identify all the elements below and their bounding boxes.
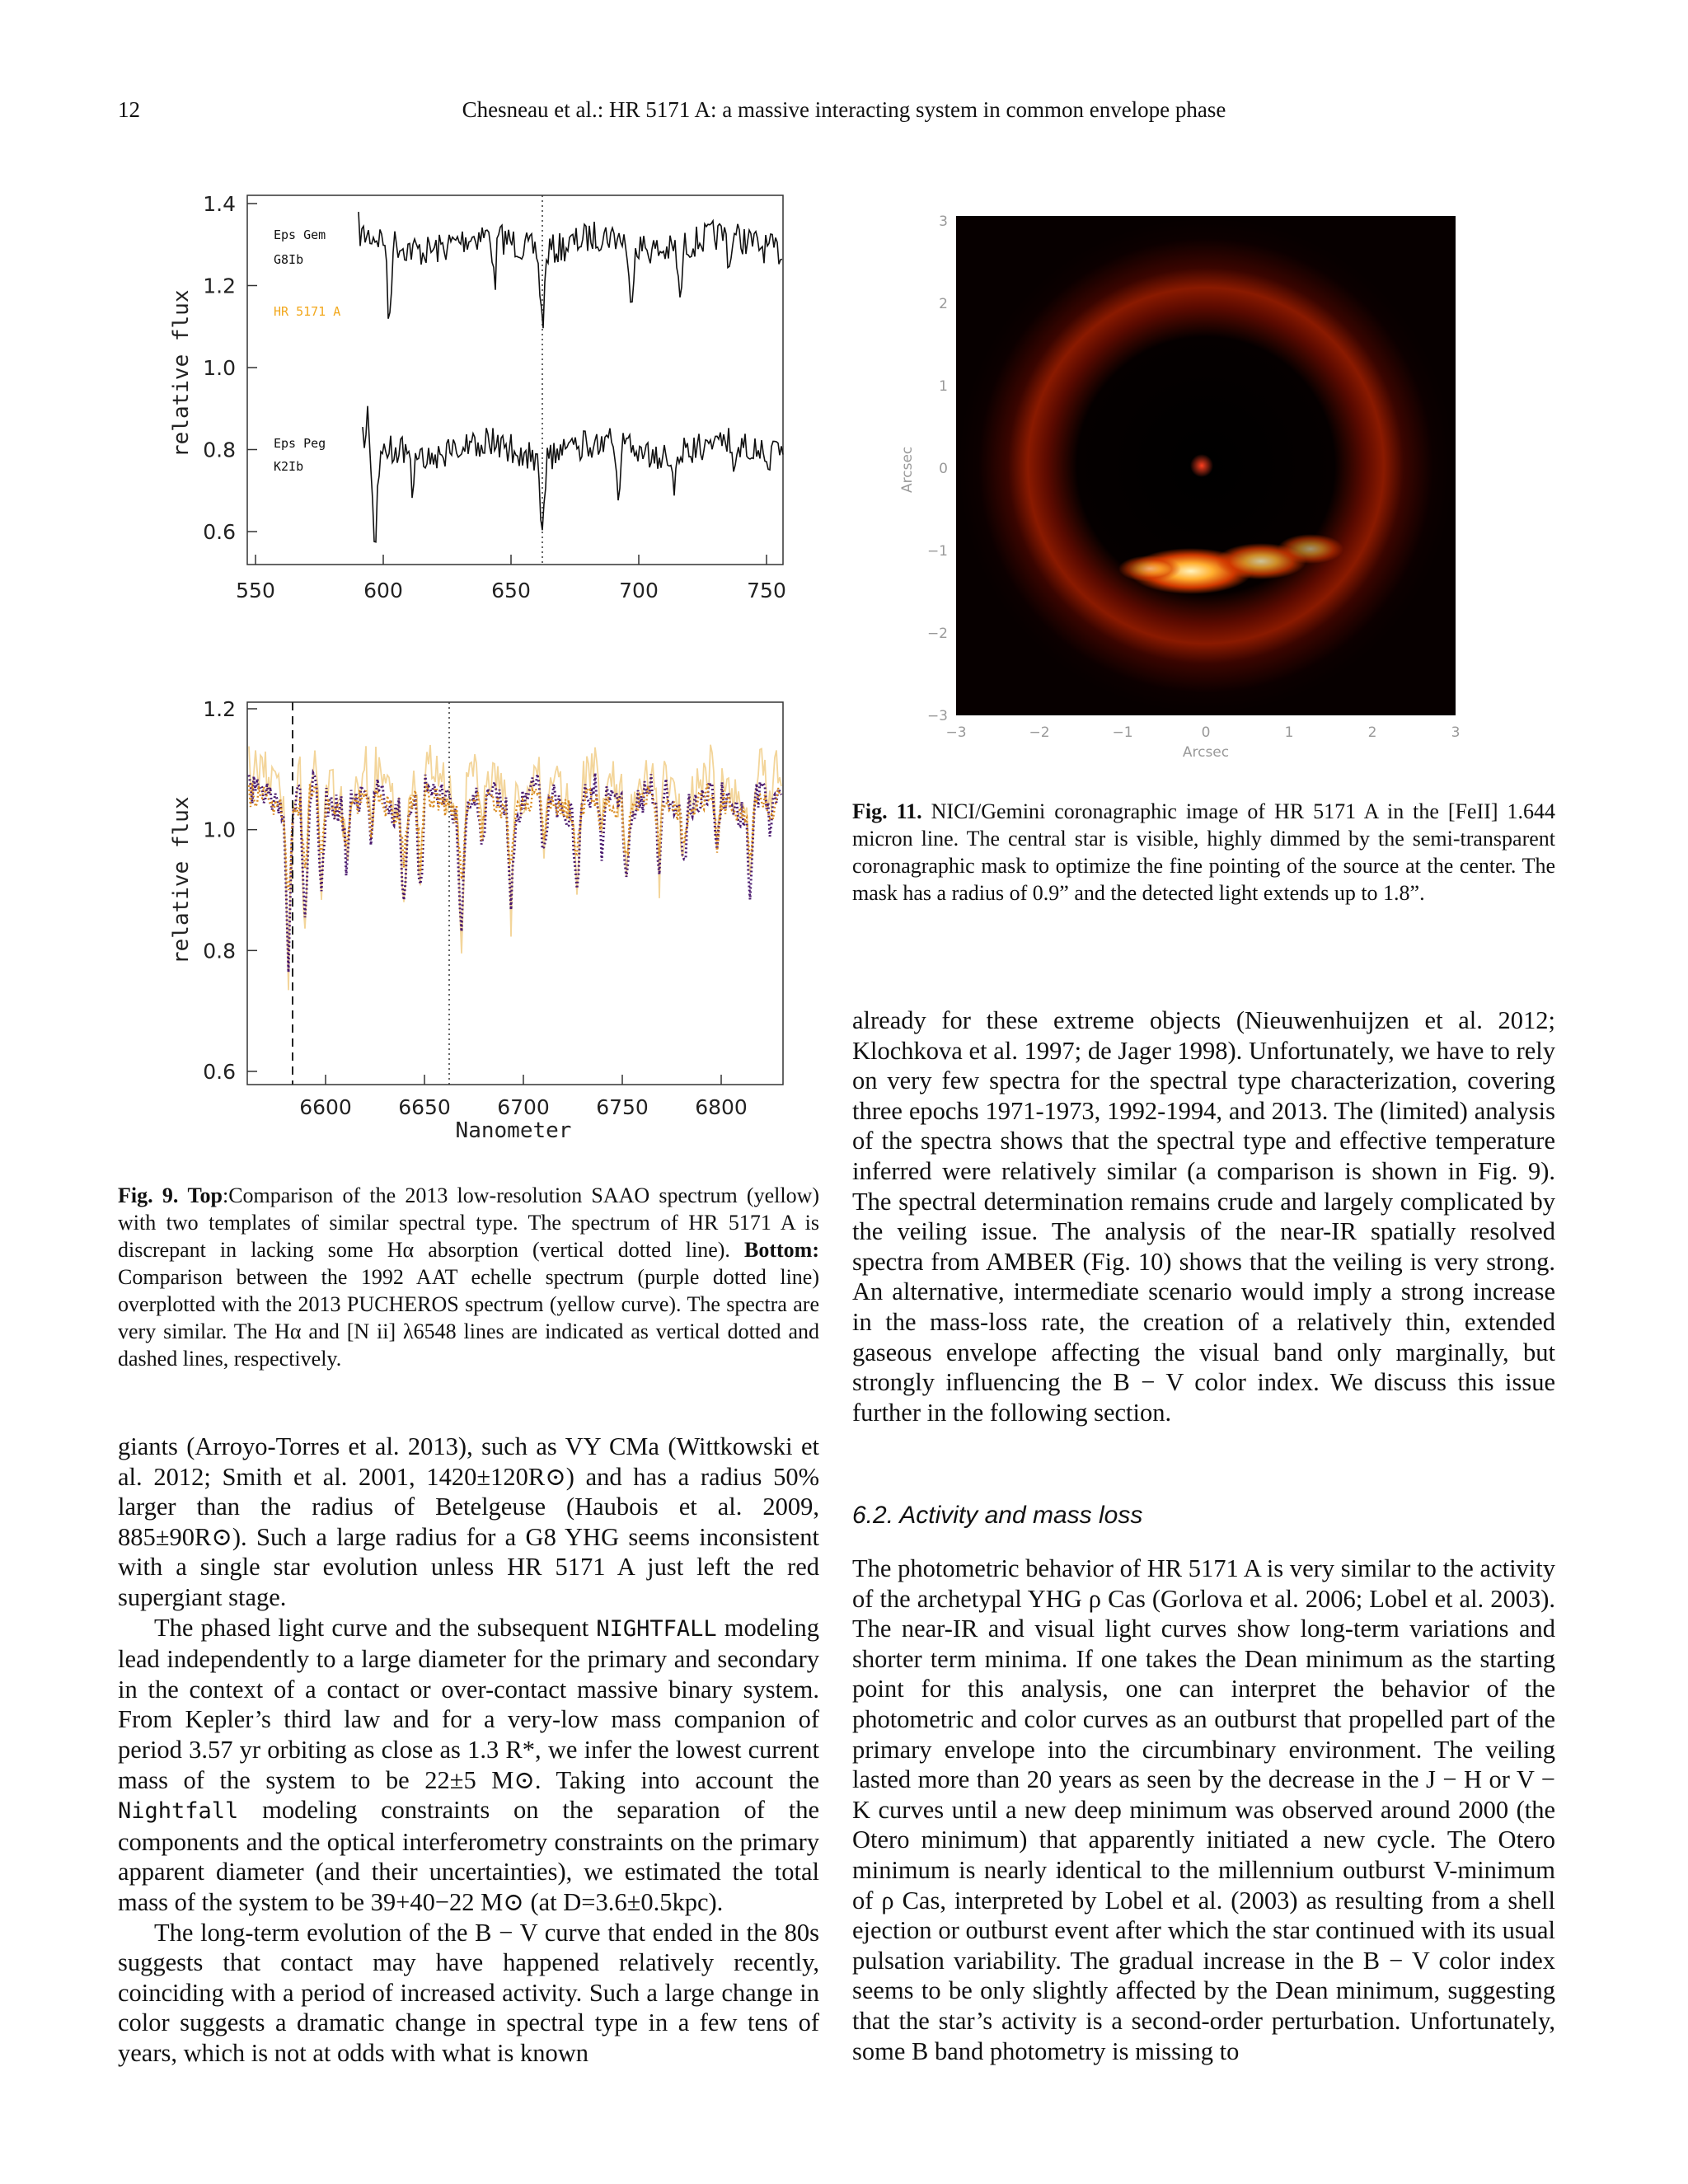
- x-tick-label: 600: [363, 579, 403, 602]
- x-tick-label: 2: [1367, 724, 1377, 741]
- x-tick-label: −2: [1029, 724, 1050, 741]
- y-tick-label: −1: [926, 543, 948, 560]
- text-run: modeling constraints on the separation of the components and the optical interferometry constraints on the primary apparent diameter (and their uncertainties), we estimated the total mass of the system to be 39+40−22 M⊙ (at D=3.6±0.5kpc).: [118, 1796, 819, 1916]
- central-star: [1190, 454, 1213, 477]
- y-tick-label: 1.2: [203, 697, 236, 721]
- x-tick-label: −1: [1112, 724, 1133, 741]
- eps-peg-spectrum: [363, 406, 783, 542]
- text-run: modeling lead independently to a large diameter for the primary and secondary in the context of a contact or over-contact massive binary system. From Kepler’s third law and for a very-low mass companion of period 3.57 yr orbiting as close as 1.3 R*, we infer the lowest current mass of the system to be 22±5 M⊙. Taking into account the: [118, 1613, 819, 1794]
- x-axis-label: Arcsec: [1182, 744, 1230, 761]
- y-tick-label: 1.0: [203, 356, 236, 380]
- figure-9-caption: [118, 1182, 819, 1372]
- paragraph: The photometric behavior of HR 5171 A is very similar to the activity of the archetypal YHG ρ Cas (Gorlova et al. 2006; Lobel et al. 2003). The near-IR and visual light curves show long-term variations and shorter term minima. If one takes the Dean minimum as the starting point for this analysis, one can interpret the behavior of the photometric and color curves as an outburst that propelled part of the primary envelope into the circumbinary environment. The veiling lasted more than 20 years as seen by the decrease in the J − H or V − K curves until a new deep minimum was observed around 2000 (the Otero minimum) that apparently initiated a new cycle. The Otero minimum is nearly identical to the millennium outburst V-minimum of ρ Cas, interpreted by Lobel et al. (2003) as resulting from a shell ejection or outburst event after which the star continued with its usual pulsation variability. The gradual increase in the B − V color index seems to be only slightly affected by the Dean minimum, suggesting that the star’s activity is a second-order perturbation. Unfortunately, some B band photometry is missing to: [852, 1554, 1555, 2065]
- y-tick-label: 1: [939, 378, 948, 395]
- x-tick-label: 6700: [497, 1095, 550, 1119]
- page-number: 12: [118, 97, 140, 122]
- x-tick-label: −3: [945, 724, 967, 741]
- x-tick-label: 0: [1201, 724, 1211, 741]
- paragraph: The long-term evolution of the B − V curve that ended in the 80s suggests that contact may have happened relatively recently, coinciding with a period of increased activity. Such a large change in color suggests a dramatic change in spectral type in a few tens of years, which is not at odds with what is known: [118, 1918, 819, 2067]
- y-tick-label: 3: [939, 213, 948, 230]
- label-k2ib: K2Ib: [274, 459, 304, 474]
- label-eps-peg: Eps Peg: [274, 436, 326, 451]
- running-title: Chesneau et al.: HR 5171 A: a massive interacting system in common envelope phase: [462, 97, 1226, 122]
- x-axis-label: Nanometer: [455, 1118, 572, 1143]
- x-tick-label: 650: [491, 579, 531, 602]
- caption-top-bold: Top: [187, 1183, 223, 1207]
- y-tick-label: 1.0: [203, 818, 236, 842]
- section-heading: 6.2. Activity and mass loss: [852, 1502, 1143, 1529]
- caption-bottom-bold: Bottom:: [744, 1238, 819, 1262]
- caption-text-1: :Comparison of the 2013 low-resolution SAAO spectrum (yellow) with two templates of similar spectral type. The spectrum of HR 5171 A is discrepant in lacking some Hα absorption (vertical dotted line).: [118, 1183, 820, 1262]
- figure-9-top-plot: [157, 185, 816, 614]
- x-tick-label: 750: [747, 579, 786, 602]
- paragraph: giants (Arroyo-Torres et al. 2013), such as VY CMa (Wittkowski et al. 2012; Smith et al. 2001, 1420±120R⊙) and has a radius 50% larger than the radius of Betelgeuse (Haubois et al. 2009, 885±90R⊙). Such a large radius for a G8 YHG seems inconsistent with a single star evolution unless HR 5171 A just left the red supergiant stage.: [118, 1432, 819, 1611]
- y-tick-label: 1.4: [203, 192, 236, 216]
- label-hr5171: HR 5171 A: [274, 304, 341, 319]
- y-tick-label: 0.6: [203, 520, 236, 544]
- y-tick-label: 0.6: [203, 1060, 236, 1084]
- right-column-top: [852, 1005, 1555, 1427]
- code-run: NIGHTFALL: [596, 1615, 717, 1642]
- x-tick-label: 6800: [695, 1095, 748, 1119]
- label-g8ib: G8Ib: [274, 252, 304, 267]
- pucheros-spectrum: [249, 745, 781, 991]
- y-tick-label: 0.8: [203, 438, 236, 462]
- y-axis-label: Arcsec: [899, 446, 916, 493]
- figure-9-bottom: [157, 692, 816, 1154]
- x-tick-label: 6600: [299, 1095, 352, 1119]
- figure-11-caption: [852, 798, 1555, 907]
- figure-11-image: [898, 213, 1475, 773]
- figure-9-top: [157, 185, 816, 614]
- x-tick-label: 6650: [398, 1095, 451, 1119]
- label-eps-gem: Eps Gem: [274, 227, 326, 242]
- y-axis-label: relative flux: [169, 796, 194, 964]
- caption-text-2: Comparison between the 1992 AAT echelle spectrum (purple dotted line) overplotted with the 2013 PUCHEROS spectrum (yellow curve). The spectra are very similar. The Hα and [N ii] λ6548 lines are indicated as vertical dotted and dashed lines, respectively.: [118, 1265, 819, 1371]
- y-tick-label: −2: [926, 626, 948, 642]
- caption-label: Fig. 11.: [852, 799, 922, 823]
- x-tick-label: 700: [619, 579, 659, 602]
- paragraph: [118, 1613, 819, 1918]
- eps-gem-spectrum: [359, 212, 782, 328]
- y-axis-label: relative flux: [169, 289, 194, 457]
- caption-label: Fig. 9.: [118, 1183, 179, 1207]
- x-tick-label: 1: [1284, 724, 1294, 741]
- right-column-bottom: [852, 1554, 1555, 2066]
- y-tick-label: 0.8: [203, 939, 236, 963]
- x-tick-label: 6750: [596, 1095, 649, 1119]
- y-tick-label: 1.2: [203, 274, 236, 298]
- y-tick-label: 0: [939, 461, 948, 477]
- text-run: The phased light curve and the subsequent: [154, 1613, 597, 1642]
- x-tick-label: 550: [236, 579, 275, 602]
- y-tick-label: 2: [939, 296, 948, 312]
- x-tick-label: 3: [1451, 724, 1461, 741]
- y-tick-label: −3: [926, 708, 948, 724]
- figure-11: [898, 213, 1475, 773]
- caption-text: NICI/Gemini coronagraphic image of HR 5171 A in the [FeII] 1.644 micron line. The central star is visible, highly dimmed by the semi-transparent coronagraphic mask to optimize the fine pointing of the source at the center. The mask has a radius of 0.9” and the detected light extends up to 1.8”.: [852, 799, 1556, 905]
- plot-frame: [247, 702, 783, 1085]
- figure-9-bottom-plot: [157, 692, 816, 1154]
- left-column: [118, 1432, 819, 2068]
- page-header: [0, 97, 1688, 130]
- code-run: Nightfall: [118, 1798, 239, 1825]
- paragraph: already for these extreme objects (Nieuwenhuijzen et al. 2012; Klochkova et al. 1997; de Jager 1998). Unfortunately, we have to rely on very few spectra for the spectral type characterization, covering three epochs 1971-1973, 1992-1994, and 2013. The (limited) analysis of the spectra shows that the spectral type and effective temperature inferred were relatively similar (a comparison is shown in Fig. 9). The spectral determination remains crude and largely complicated by the veiling issue. The analysis of the near-IR spatially resolved spectra from AMBER (Fig. 10) shows that the veiling is very strong. An alternative, intermediate scenario would imply a strong increase in the mass-loss rate, the creation of a relatively thin, extended gaseous envelope affecting the visual band only marginally, but strongly influencing the B − V color index. We discuss this issue further in the following section.: [852, 1006, 1555, 1427]
